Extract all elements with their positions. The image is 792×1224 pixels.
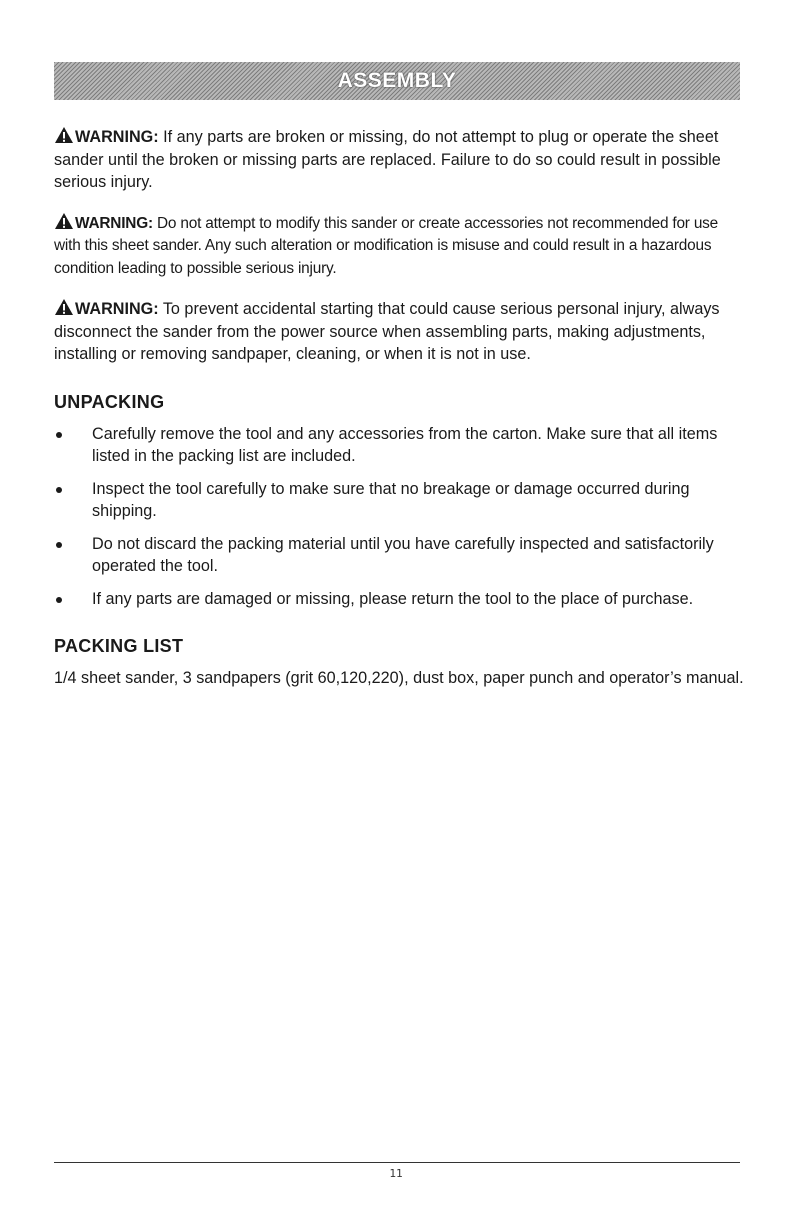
warning-text: Do not attempt to modify this sander or create accessories not recommended for use with this sheet sander. Any such alteration or modification is misuse and could result in a hazardous condition leading to possible serious injury. <box>54 214 719 277</box>
warning-triangle-icon <box>54 126 74 144</box>
warning-paragraph <box>54 298 744 366</box>
warning-triangle-icon <box>54 212 74 230</box>
warning-paragraph <box>54 126 744 194</box>
bullet-icon <box>56 597 62 603</box>
list-item-text: Carefully remove the tool and any accessories from the carton. Make sure that all items listed in the packing list are included. <box>92 424 718 465</box>
section-banner <box>54 62 740 100</box>
list-item-text: Inspect the tool carefully to make sure that no breakage or damage occurred during shipping. <box>92 479 690 520</box>
packing-list-text: 1/4 sheet sander, 3 sandpapers (grit 60,120,220), dust box, paper punch and operator’s manual. <box>54 669 744 687</box>
warning-label: WARNING: <box>75 300 159 318</box>
warning-triangle-icon <box>54 298 74 316</box>
section-title: ASSEMBLY <box>337 69 457 92</box>
page-number: 11 <box>389 1167 403 1180</box>
list-item-text: Do not discard the packing material until you have carefully inspected and satisfactorily operated the tool. <box>92 534 714 575</box>
bullet-icon <box>56 487 62 493</box>
warning-text: If any parts are broken or missing, do not attempt to plug or operate the sheet sander until the broken or missing parts are replaced. Failure to do so could result in possible serious injury. <box>54 128 721 191</box>
warning-text: To prevent accidental starting that could cause serious personal injury, always disconnect the sander from the power source when assembling parts, making adjustments, installing or removing sandpaper, cleaning, or when it is not in use. <box>54 300 720 363</box>
warning-paragraph <box>54 212 744 281</box>
list-item <box>54 533 744 578</box>
list-item-text: If any parts are damaged or missing, please return the tool to the place of purchase. <box>92 589 694 608</box>
list-item <box>54 423 744 468</box>
list-item <box>54 588 744 611</box>
packing-list-heading: PACKING LIST <box>54 636 184 656</box>
warning-label: WARNING: <box>75 128 159 146</box>
unpacking-heading: UNPACKING <box>54 391 165 412</box>
bullet-icon <box>56 432 62 438</box>
page-content <box>54 126 744 690</box>
footer-divider <box>54 1162 740 1163</box>
warning-label: WARNING: <box>75 214 153 232</box>
bullet-icon <box>56 542 62 548</box>
unpacking-list <box>54 423 744 611</box>
list-item <box>54 478 744 523</box>
